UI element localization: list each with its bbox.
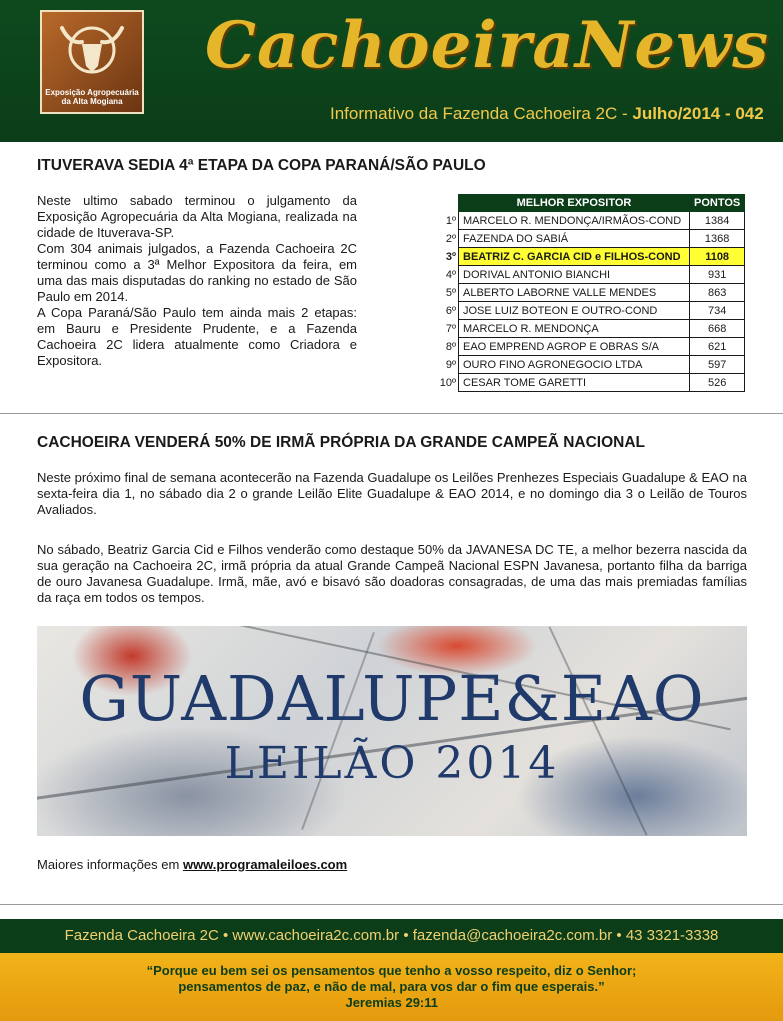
rank-position: 8º	[445, 340, 456, 353]
ranking-row	[438, 338, 745, 356]
exhibitor-name: MARCELO R. MENDONÇA	[459, 320, 690, 338]
exhibitor-name: CESAR TOME GARETTI	[459, 374, 690, 392]
header-best-exhibitor: MELHOR EXPOSITOR	[459, 195, 690, 212]
ranking-row	[438, 266, 745, 284]
quote-line: pensamentos de paz, e não de mal, para vos dar o fim que esperais.”	[178, 979, 605, 994]
quote-reference: Jeremias 29:11	[345, 995, 438, 1010]
exhibitor-points: 1368	[690, 230, 745, 248]
auction-website-link[interactable]: www.programaleiloes.com	[182, 857, 348, 872]
rank-position: 2º	[445, 232, 456, 245]
newsletter-subtitle: Informativo da Fazenda Cachoeira 2C - Julho/2014 - 042	[330, 104, 764, 123]
rank-position: 10º	[439, 376, 456, 389]
exhibitor-points: 668	[690, 320, 745, 338]
rank-position: 7º	[445, 322, 456, 335]
auction-banner-image	[37, 626, 747, 836]
article2-paragraph: No sábado, Beatriz Garcia Cid e Filhos venderão como destaque 50% da JAVANESA DC TE, a melhor bezerra nascida da sua geração na Cachoeira 2C, irmã própria da atual Grande Campeã Nacional ESPN Javanesa, portanto filha da barriga de ouro Javanesa Guadalupe. Irmã, mãe, avó e bisavó são doadoras consagradas, de uma das mais premiadas famílias da raça em todos os tempos.	[37, 542, 747, 605]
exhibitor-points: 863	[690, 284, 745, 302]
masthead-header	[0, 0, 783, 142]
exhibitor-name: EAO EMPREND AGROP E OBRAS S/A	[459, 338, 690, 356]
article1-paragraph: Neste ultimo sabado terminou o julgamento da Exposição Agropecuária da Alta Mogiana, realizada na cidade de Ituverava-SP.	[37, 193, 357, 240]
rank-position: 3º	[445, 250, 456, 263]
ranking-row	[438, 230, 745, 248]
section-divider	[0, 904, 783, 905]
bible-quote	[0, 953, 783, 1021]
contact-footer: Fazenda Cachoeira 2C • www.cachoeira2c.com.br • fazenda@cachoeira2c.com.br • 43 3321-3338	[0, 919, 783, 953]
newsletter-title: CachoeiraNews	[205, 8, 770, 83]
exhibitor-name: ALBERTO LABORNE VALLE MENDES	[459, 284, 690, 302]
rank-position: 9º	[445, 358, 456, 371]
article1-title: ITUVERAVA SEDIA 4ª ETAPA DA COPA PARANÁ/SÃO PAULO	[37, 157, 486, 174]
quote-line: “Porque eu bem sei os pensamentos que tenho a vosso respeito, diz o Senhor;	[146, 963, 637, 978]
ranking-header-row	[438, 195, 745, 212]
banner-subtitle: LEILÃO 2014	[224, 738, 560, 789]
ranking-row	[438, 284, 745, 302]
article2-paragraph: Neste próximo final de semana acontecerão na Fazenda Guadalupe os Leilões Prenhezes Especiais Guadalupe & EAO na sexta-feira dia 1, no sábado dia 2 o grande Leilão Elite Guadalupe & EAO 2014, e no domingo dia 3 o Leilão de Touros Avaliados.	[37, 470, 747, 517]
more-info-line: Maiores informações em www.programaleiloes.com	[37, 857, 348, 872]
exhibitor-name: JOSE LUIZ BOTEON E OUTRO-COND	[459, 302, 690, 320]
event-logo	[40, 10, 144, 114]
article1-paragraph: A Copa Paraná/São Paulo tem ainda mais 2 etapas: em Bauru e Presidente Prudente, e a Fazenda Cachoeira 2C lidera atualmente como Criadora e Expositora.	[37, 305, 357, 368]
bull-head-icon	[56, 18, 128, 80]
ranking-row-highlighted	[438, 248, 745, 266]
exhibitor-points: 1384	[690, 212, 745, 230]
exhibitor-name: DORIVAL ANTONIO BIANCHI	[459, 266, 690, 284]
exhibitor-points: 734	[690, 302, 745, 320]
section-divider	[0, 413, 783, 414]
banner-title: GUADALUPE&EAO	[79, 662, 705, 735]
exhibitor-points: 621	[690, 338, 745, 356]
issue-label: Julho/2014 - 042	[632, 104, 764, 123]
exhibitor-points: 597	[690, 356, 745, 374]
exhibitor-name: OURO FINO AGRONEGOCIO LTDA	[459, 356, 690, 374]
rank-position: 4º	[445, 268, 456, 281]
logo-caption: Exposição Agropecuária da Alta Mogiana	[45, 88, 139, 106]
article1-body	[37, 193, 357, 369]
ranking-row	[438, 212, 745, 230]
ranking-table	[438, 194, 745, 392]
exhibitor-points: 1108	[690, 248, 745, 266]
rank-position: 6º	[445, 304, 456, 317]
ranking-row	[438, 356, 745, 374]
header-points: PONTOS	[690, 195, 745, 212]
article1-paragraph: Com 304 animais julgados, a Fazenda Cachoeira 2C terminou como a 3ª Melhor Expositora da feira, em uma das mais disputadas do ranking no estado de São Paulo em 2014.	[37, 241, 357, 304]
exhibitor-points: 526	[690, 374, 745, 392]
article2-title: CACHOEIRA VENDERÁ 50% DE IRMÃ PRÓPRIA DA GRANDE CAMPEÃ NACIONAL	[37, 434, 645, 451]
ranking-row	[438, 374, 745, 392]
ranking-row	[438, 320, 745, 338]
exhibitor-name: FAZENDA DO SABIÁ	[459, 230, 690, 248]
rank-position: 5º	[445, 286, 456, 299]
exhibitor-points: 931	[690, 266, 745, 284]
exhibitor-name: MARCELO R. MENDONÇA/IRMÃOS-COND	[459, 212, 690, 230]
ranking-row	[438, 302, 745, 320]
rank-position: 1º	[445, 214, 456, 227]
exhibitor-name: BEATRIZ C. GARCIA CID e FILHOS-COND	[459, 248, 690, 266]
